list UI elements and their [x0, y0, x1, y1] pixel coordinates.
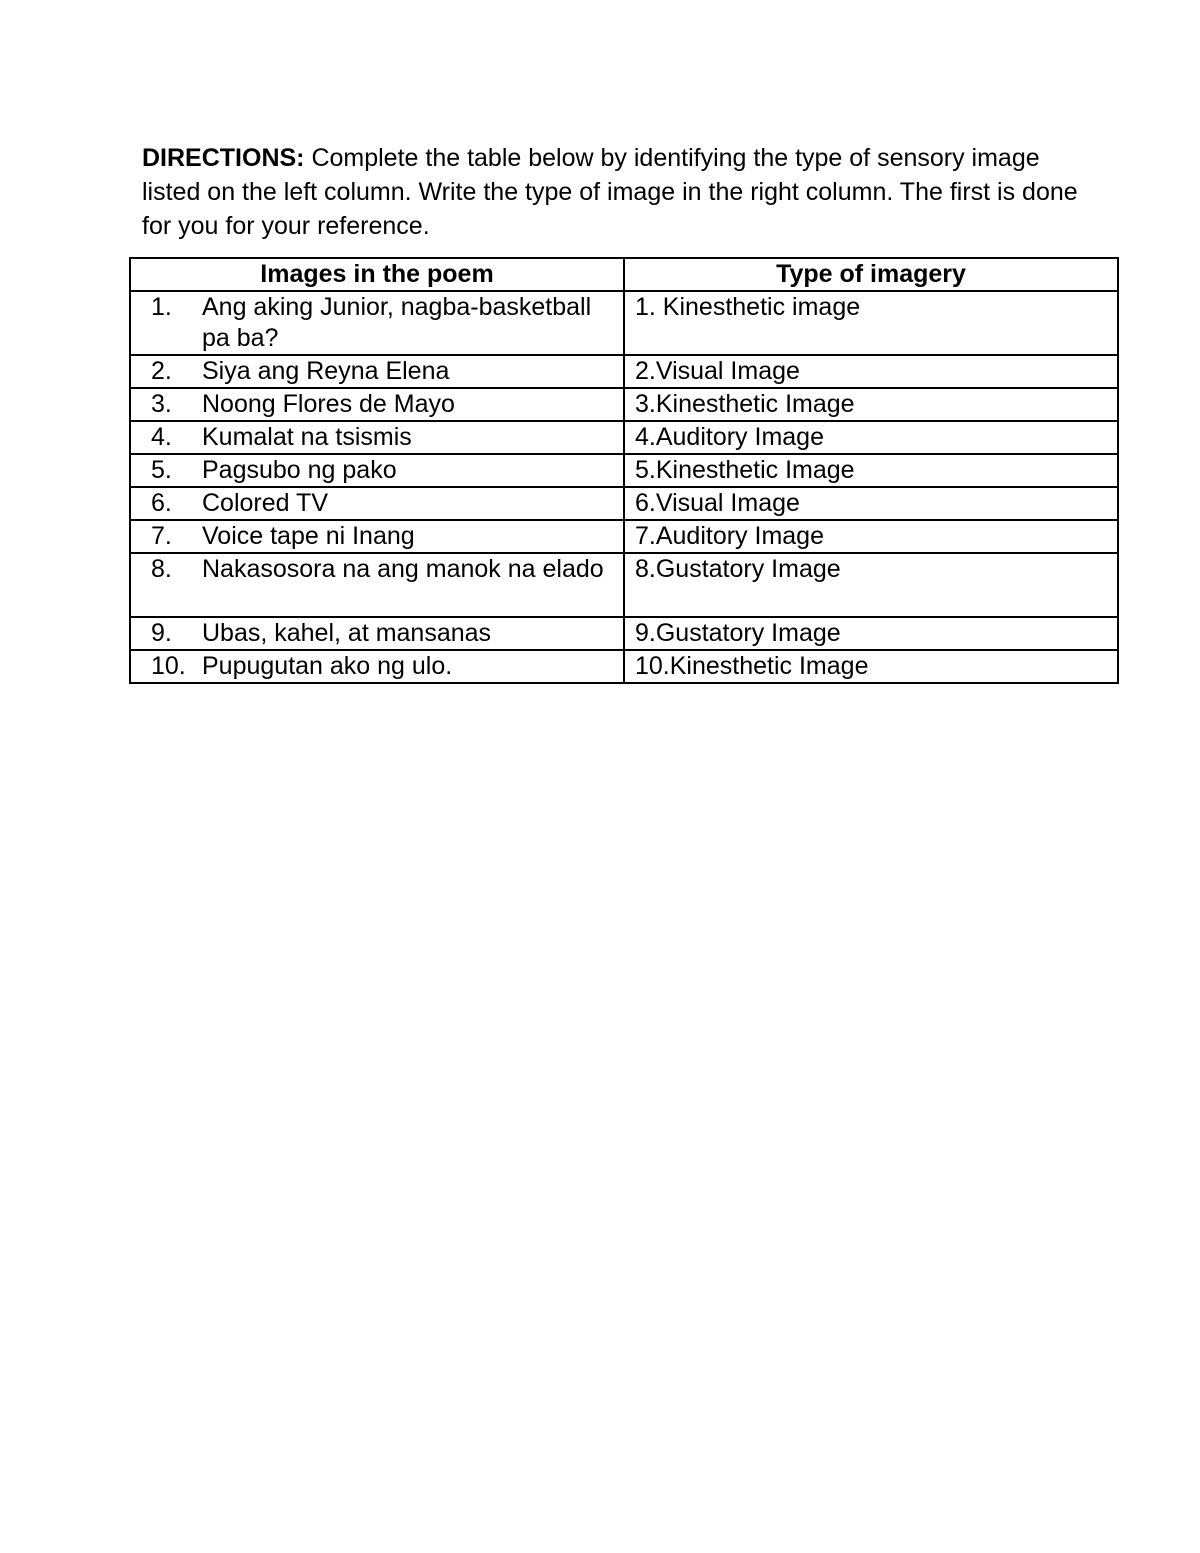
table-row: [130, 421, 1118, 454]
item-number: 2.: [151, 357, 172, 385]
item-image-text: Voice tape ni Inang: [202, 522, 415, 550]
item-number: 4.: [151, 423, 172, 451]
header-images-in-poem: Images in the poem: [130, 258, 624, 291]
item-number: 10.: [151, 652, 186, 680]
table-row: [130, 617, 1118, 650]
item-number: 8.: [151, 555, 172, 583]
type-cell: 4.Auditory Image: [624, 421, 1118, 454]
image-cell: [130, 520, 624, 553]
table-row: [130, 487, 1118, 520]
type-cell: 7.Auditory Image: [624, 520, 1118, 553]
type-cell: 9.Gustatory Image: [624, 617, 1118, 650]
type-cell: 2.Visual Image: [624, 355, 1118, 388]
item-image-text: Colored TV: [202, 489, 328, 517]
table-row: [130, 355, 1118, 388]
image-cell: [130, 650, 624, 683]
directions-paragraph: [142, 141, 1102, 243]
image-cell: [130, 421, 624, 454]
type-cell: 6.Visual Image: [624, 487, 1118, 520]
imagery-table: [129, 257, 1119, 684]
type-cell: 5.Kinesthetic Image: [624, 454, 1118, 487]
type-cell: 3.Kinesthetic Image: [624, 388, 1118, 421]
image-cell: [130, 617, 624, 650]
item-number: 6.: [151, 489, 172, 517]
item-image-text: Pagsubo ng pako: [202, 456, 397, 484]
item-number: 9.: [151, 619, 172, 647]
image-cell: [130, 355, 624, 388]
item-number: 7.: [151, 522, 172, 550]
item-number: 1.: [151, 293, 172, 321]
item-image-text: Nakasosora na ang manok na elado: [202, 555, 604, 583]
item-image-text: Kumalat na tsismis: [202, 423, 412, 451]
item-image-text: Siya ang Reyna Elena: [202, 357, 450, 385]
type-cell: 10.Kinesthetic Image: [624, 650, 1118, 683]
item-number: 3.: [151, 390, 172, 418]
table-row: [130, 520, 1118, 553]
image-cell: [130, 454, 624, 487]
item-image-text: Ang aking Junior, nagba-basketball pa ba?: [202, 293, 592, 352]
image-cell: [130, 553, 624, 617]
image-cell: [130, 487, 624, 520]
directions-label: DIRECTIONS:: [142, 144, 305, 172]
header-type-of-imagery: Type of imagery: [624, 258, 1118, 291]
image-cell: [130, 388, 624, 421]
item-image-text: Ubas, kahel, at mansanas: [202, 619, 492, 647]
table-row: [130, 388, 1118, 421]
table-row: [130, 553, 1118, 617]
directions-text: Complete the table below by identifying the type of sensory image listed on the left column. Write the type of image in the right column. The first is done for you for your reference.: [142, 144, 1078, 240]
image-cell: [130, 291, 624, 355]
type-cell: 1. Kinesthetic image: [624, 291, 1118, 355]
item-image-text: Noong Flores de Mayo: [202, 390, 455, 418]
table-row: [130, 650, 1118, 683]
table-row: [130, 291, 1118, 355]
table-header-row: [130, 258, 1118, 291]
table-row: [130, 454, 1118, 487]
type-cell: 8.Gustatory Image: [624, 553, 1118, 617]
item-number: 5.: [151, 456, 172, 484]
item-image-text: Pupugutan ako ng ulo.: [202, 652, 453, 680]
